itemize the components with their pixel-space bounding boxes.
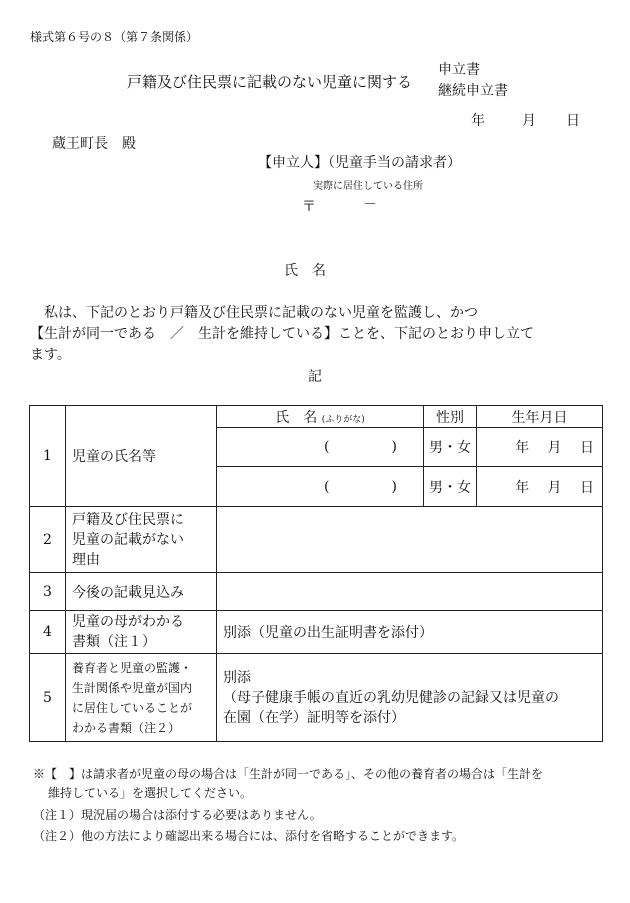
row3-label: 今後の記載見込み <box>66 573 217 611</box>
statement-line3: ます。 <box>30 347 71 363</box>
note-1: （注１）現況届の場合は添付する必要はありません。 <box>33 808 322 822</box>
title-option-moushitatesho: 申立書 <box>438 62 480 78</box>
row-num-2: 2 <box>30 507 66 573</box>
row-num-4: 4 <box>30 611 66 654</box>
child-name-field-2[interactable] <box>217 467 424 507</box>
row5-label-line3: に居住していることが <box>72 700 193 715</box>
header-sex: 性別 <box>424 406 477 428</box>
header-dob: 生年月日 <box>477 406 603 428</box>
form-number: 様式第６号の８（第７条関係） <box>30 30 199 44</box>
address-label: 実際に居住している住所 <box>313 181 423 192</box>
row5-label-line2: 生計関係や児童が国内 <box>72 680 193 695</box>
form-title: 戸籍及び住民票に記載のない児童に関する <box>127 73 413 91</box>
header-name <box>217 406 424 428</box>
addressee: 蔵王町長 殿 <box>52 136 136 152</box>
row4-label-line1: 児童の母がわかる <box>72 614 184 630</box>
row5-label-line4: わかる書類（注２） <box>72 720 181 735</box>
row2-label-line2: 児童の記載がない <box>72 531 184 548</box>
dob-year: 年 <box>515 440 530 456</box>
note-main-line1: ※【 】は請求者が児童の母の場合は「生計が同一である」、その他の養育者の場合は「生計を <box>33 767 544 781</box>
row5-label-line1: 養育者と児童の監護・ <box>72 660 193 675</box>
header-furigana: (ふりがな) <box>321 414 365 425</box>
date-day: 日 <box>566 113 580 129</box>
row4-content: 別添（児童の出生証明書を添付） <box>217 611 603 654</box>
reason-field[interactable] <box>217 507 603 573</box>
row2-label <box>66 507 217 573</box>
statement-line2: 【生計が同一である ／ 生計を維持している】ことを、下記のとおり申し立て <box>30 326 534 342</box>
row4-label <box>66 611 217 654</box>
row2-label-line3: 理由 <box>72 551 100 568</box>
row2-label-line1: 戸籍及び住民票に <box>72 511 184 528</box>
prospect-field[interactable] <box>217 573 603 611</box>
child-sex-field-2[interactable]: 男・女 <box>424 467 477 507</box>
applicant-header: 【申立人】（児童手当の請求者） <box>258 155 461 171</box>
note-main-line2: 維持している」を選択してください。 <box>48 786 253 800</box>
statement-line1: 私は、下記のとおり戸籍及び住民票に記載のない児童を監護し、かつ <box>44 305 478 321</box>
ki-label: 記 <box>308 369 322 385</box>
title-option-keizoku: 継続申立書 <box>438 83 508 99</box>
header-name-text: 氏 名 <box>275 409 318 426</box>
paren-open: ( <box>324 439 330 455</box>
row5-content <box>217 654 603 742</box>
date-year: 年 <box>471 113 485 129</box>
row-num-3: 3 <box>30 573 66 611</box>
paren-close: ) <box>391 478 397 495</box>
note-2: （注２）他の方法により確認出来る場合には、添付を省略することができます。 <box>33 829 465 843</box>
row-num-1: 1 <box>30 406 66 507</box>
dob-day: 日 <box>580 479 594 496</box>
child-name-field-1[interactable] <box>217 428 424 467</box>
row5-content-line2: （母子健康手帳の直近の乳幼児健診の記録又は児童の <box>223 689 559 706</box>
applicant-name-label: 氏 名 <box>284 263 326 279</box>
child-dob-field-2[interactable] <box>477 467 603 507</box>
row-num-5: 5 <box>30 654 66 742</box>
paren-close: ) <box>391 439 397 455</box>
row1-label: 児童の氏名等 <box>66 406 217 507</box>
row5-content-line3: 在園（在学）証明等を添付） <box>223 709 405 726</box>
dob-year: 年 <box>515 479 530 496</box>
row5-label <box>66 654 217 742</box>
dob-month: 月 <box>547 440 562 456</box>
row5-content-line1: 別添 <box>223 669 251 686</box>
paren-open: ( <box>324 478 330 495</box>
postal-mark: 〒 <box>302 199 316 215</box>
dob-month: 月 <box>547 479 562 496</box>
child-sex-field-1[interactable]: 男・女 <box>424 428 477 467</box>
postal-dash: － <box>363 197 377 213</box>
date-month: 月 <box>522 113 536 129</box>
child-dob-field-1[interactable] <box>477 428 603 467</box>
row4-label-line2: 書類（注１） <box>72 634 156 650</box>
child-info-table <box>29 405 603 742</box>
dob-day: 日 <box>580 440 594 456</box>
